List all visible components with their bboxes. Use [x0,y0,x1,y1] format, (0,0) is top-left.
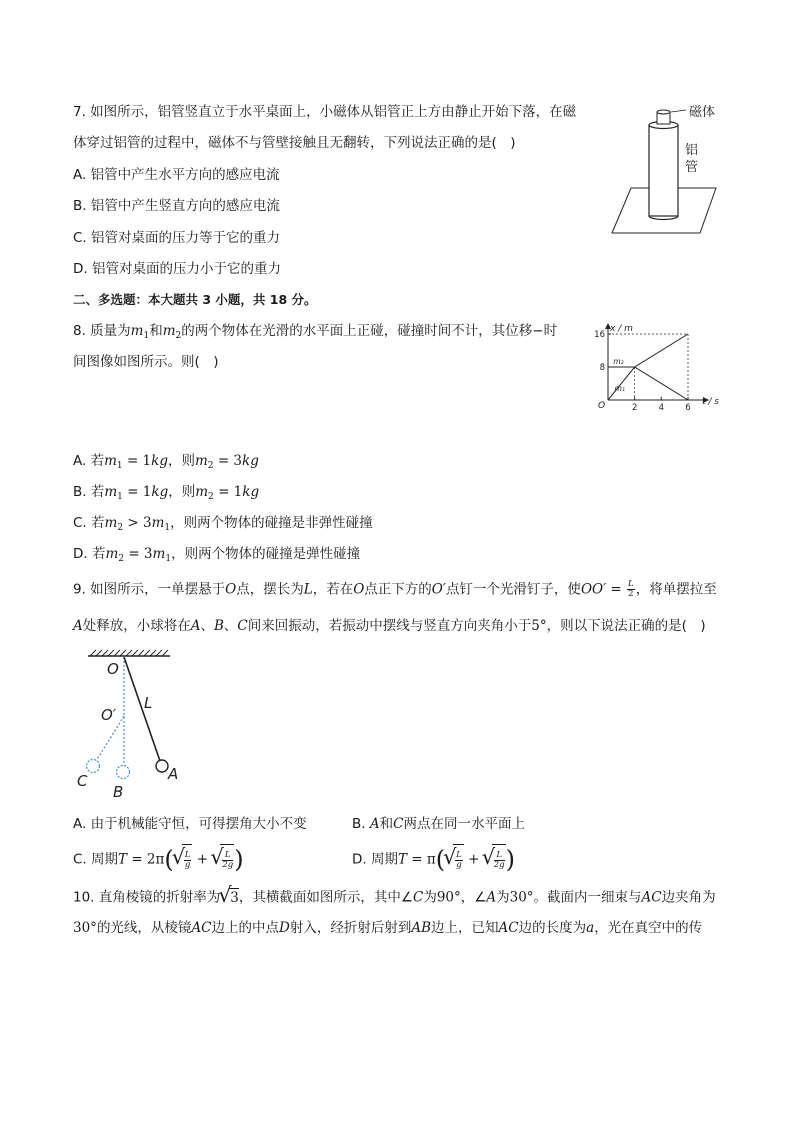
series-label-m2: m₂ [613,357,624,366]
q8-option-a[interactable]: A. 若$m_1 = 1kg$，则$m_2 = 3kg$ [73,453,259,471]
q9-pendulum-figure [72,648,192,803]
q8-stem-line-2: 间图像如图所示。则( ) [73,354,219,370]
x-axis-label: t / s [702,397,719,407]
aluminum-tube [649,125,678,216]
q7-option-a[interactable]: A. 铝管中产生水平方向的感应电流 [73,167,280,183]
q7-aluminum-tube-figure [605,98,725,238]
q9-option-a[interactable]: A. 由于机械能守恒，可得摆角大小不变 [73,816,307,832]
q7-option-b[interactable]: B. 铝管中产生竖直方向的感应电流 [73,198,280,214]
q8-option-d[interactable]: D. 若$m_2 = 3m_1$，则两个物体的碰撞是弹性碰撞 [73,546,361,564]
q8-displacement-time-graph [590,318,730,418]
y-tick-label: 8 [599,363,605,373]
q8-option-c[interactable]: C. 若$m_2 > 3m_1$，则两个物体的碰撞是非弹性碰撞 [73,515,373,533]
bob-c [87,760,100,773]
q9-option-b[interactable]: B. A和C两点在同一水平面上 [352,816,525,832]
q7-stem-line-2: 体穿过铝管的过程中，磁体不与管壁接触且无翻转，下列说法正确的是( ) [73,135,516,151]
series-label-m1: m₁ [614,383,625,393]
tube-label-1: 铝 [685,143,699,158]
bob-a [156,760,168,772]
tube-label-2: 管 [685,160,699,175]
q9-option-c[interactable]: C. 周期T = 2π( √ $\frac{L}{g}$ + √ $\frac{L}{2g}$ ) [73,844,244,875]
label-o: O [107,660,119,678]
label-o-prime: O′ [101,706,117,724]
q9-option-d[interactable]: D. 周期T = π( √ $\frac{L}{g}$ + √ $\frac{L}{2g}$ ) [352,844,515,875]
label-c: C [77,772,88,790]
section-heading: 二、多选题：本大题共 3 小题，共 18 分。 [73,292,317,307]
label-l: L [144,694,153,712]
q8-stem-line-1: 8. 质量为$m_1$和$m_2$的两个物体在光滑的水平面上正碰，碰撞时间不计，其位移−时 [73,323,558,341]
q7-stem-line-1: 7. 如图所示，铝管竖直立于水平桌面上，小磁体从铝管正上方由静止开始下落，在磁 [73,104,577,120]
x-tick-label: 4 [658,403,665,413]
pendulum-string [124,657,160,761]
q8-option-b[interactable]: B. 若$m_1 = 1kg$，则$m_2 = 1kg$ [73,484,260,502]
q10-stem-line-2: 30°的光线，从棱镜AC边上的中点D射入，经折射后射到AB边上，已知AC边的长度为a，光在真空中的传 [73,920,703,936]
magnet-label: 磁体 [689,105,716,120]
q9-stem-line-2: A处释放，小球将在A、B、C间来回振动，若振动中摆线与竖直方向夹角小于5°，则以下说法正确的是( ) [73,618,706,634]
q9-stem-line-1: 9. 如图所示，一单摆悬于O点，摆长为L，若在O点正下方的O′点钉一个光滑钉子，使OO′ = $\frac{L}{2}$ ，将单摆拉至 [73,579,717,599]
q10-stem-line-1: 10. 直角棱镜的折射率为√ 3，其横截面如图所示，其中∠C为90°，∠A为30°。截面内一细束与AC边夹角为 [73,888,716,907]
origin-label: O [598,401,606,411]
bob-b [117,766,130,779]
q7-option-c[interactable]: C. 铝管对桌面的压力等于它的重力 [73,230,281,246]
y-tick-label: 16 [594,330,605,340]
x-tick-label: 6 [685,403,691,413]
label-b: B [113,783,124,801]
y-axis-label: x / m [610,324,633,334]
label-a: A [168,765,179,783]
q7-option-d[interactable]: D. 铝管对桌面的压力小于它的重力 [73,261,281,277]
x-tick-label: 2 [631,403,638,413]
